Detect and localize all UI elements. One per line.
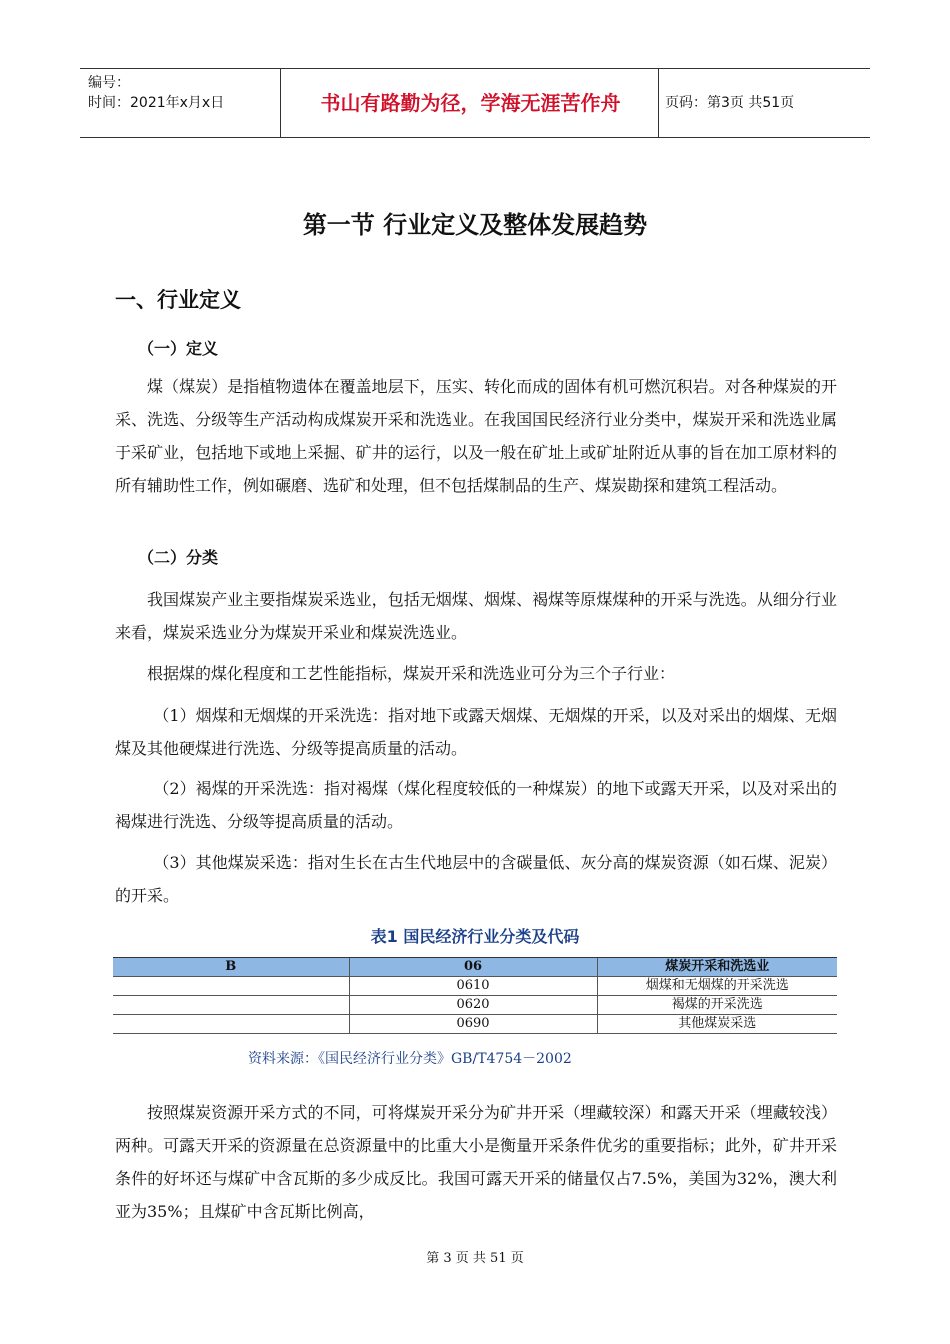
paragraph-item-2: （2）褐煤的开采洗选：指对褐煤（煤化程度较低的一种煤炭）的地下或露天开采，以及对采出的褐煤进行洗选、分级等提高质量的活动。 [115, 779, 837, 831]
page-title: 第一节 行业定义及整体发展趋势 [302, 211, 648, 239]
table-header-cell: 06 [349, 958, 597, 977]
header-page-info: 页码：第3页 共51页 [665, 95, 795, 111]
subsection-heading-definition: （一）定义 [138, 339, 219, 358]
paragraph-classification-2: 根据煤的煤化程度和工艺性能指标，煤炭开采和洗选业可分为三个子行业： [147, 664, 676, 683]
table-row [113, 996, 837, 1015]
section-heading: 一、行业定义 [115, 288, 241, 312]
header-divider [280, 69, 281, 137]
page-footer: 第 3 页 共 51 页 [426, 1251, 524, 1266]
header-motto: 书山有路勤为径，学海无涯苦作舟 [320, 91, 621, 115]
table-cell [113, 977, 349, 996]
time-label: 时间：2021年x月x日 [88, 95, 225, 111]
table-cell: 烟煤和无烟煤的开采洗选 [597, 977, 837, 996]
paragraph-mining-methods: 按照煤炭资源开采方式的不同，可将煤炭开采分为矿井开采（埋藏较深）和露天开采（埋藏较浅）两种。可露天开采的资源量在总资源量中的比重大小是衡量开采条件优劣的重要指标；此外，矿井开采条件的好坏还与煤矿中含瓦斯的多少成反比。我国可露天开采的储量仅占7.5%，美国为32%，澳大利亚为35%；且煤矿中含瓦斯比例高， [115, 1103, 837, 1221]
paragraph-item-3: （3）其他煤炭采选：指对生长在古生代地层中的含碳量低、灰分高的煤炭资源（如石煤、泥炭）的开采。 [115, 853, 837, 905]
table-cell: 褐煤的开采洗选 [597, 996, 837, 1015]
table-header-cell: 煤炭开采和洗选业 [597, 958, 837, 977]
table-cell: 0620 [349, 996, 597, 1015]
paragraph-definition: 煤（煤炭）是指植物遗体在覆盖地层下，压实、转化而成的固体有机可燃沉积岩。对各种煤炭的开采、洗选、分级等生产活动构成煤炭开采和洗选业。在我国国民经济行业分类中，煤炭开采和洗选业属于采矿业，包括地下或地上采掘、矿井的运行，以及一般在矿址上或矿址附近从事的旨在加工原材料的所有辅助性工作，例如碾磨、选矿和处理，但不包括煤制品的生产、煤炭勘探和建筑工程活动。 [115, 377, 837, 495]
table-header-row [113, 958, 837, 977]
table-cell: 0610 [349, 977, 597, 996]
table-source: 资料来源：《国民经济行业分类》GB/T4754－2002 [248, 1051, 572, 1067]
table-cell: 其他煤炭采选 [597, 1015, 837, 1034]
header-meta [88, 73, 278, 113]
table-cell [113, 996, 349, 1015]
paragraph-item-1: （1）烟煤和无烟煤的开采洗选：指对地下或露天烟煤、无烟煤的开采，以及对采出的烟煤、无烟煤及其他硬煤进行洗选、分级等提高质量的活动。 [115, 706, 837, 758]
page-header [80, 68, 870, 138]
table-row [113, 1015, 837, 1034]
table-cell: 0690 [349, 1015, 597, 1034]
paragraph-classification-1: 我国煤炭产业主要指煤炭采选业，包括无烟煤、烟煤、褐煤等原煤煤种的开采与洗选。从细分行业来看，煤炭采选业分为煤炭开采业和煤炭洗选业。 [115, 590, 837, 642]
industry-code-table [113, 957, 837, 1034]
table-caption: 表1 国民经济行业分类及代码 [370, 927, 580, 946]
header-divider [658, 69, 659, 137]
table-header-cell: B [113, 958, 349, 977]
subsection-heading-classification: （二）分类 [138, 548, 219, 567]
table-row [113, 977, 837, 996]
serial-label: 编号： [88, 75, 130, 91]
table-cell [113, 1015, 349, 1034]
